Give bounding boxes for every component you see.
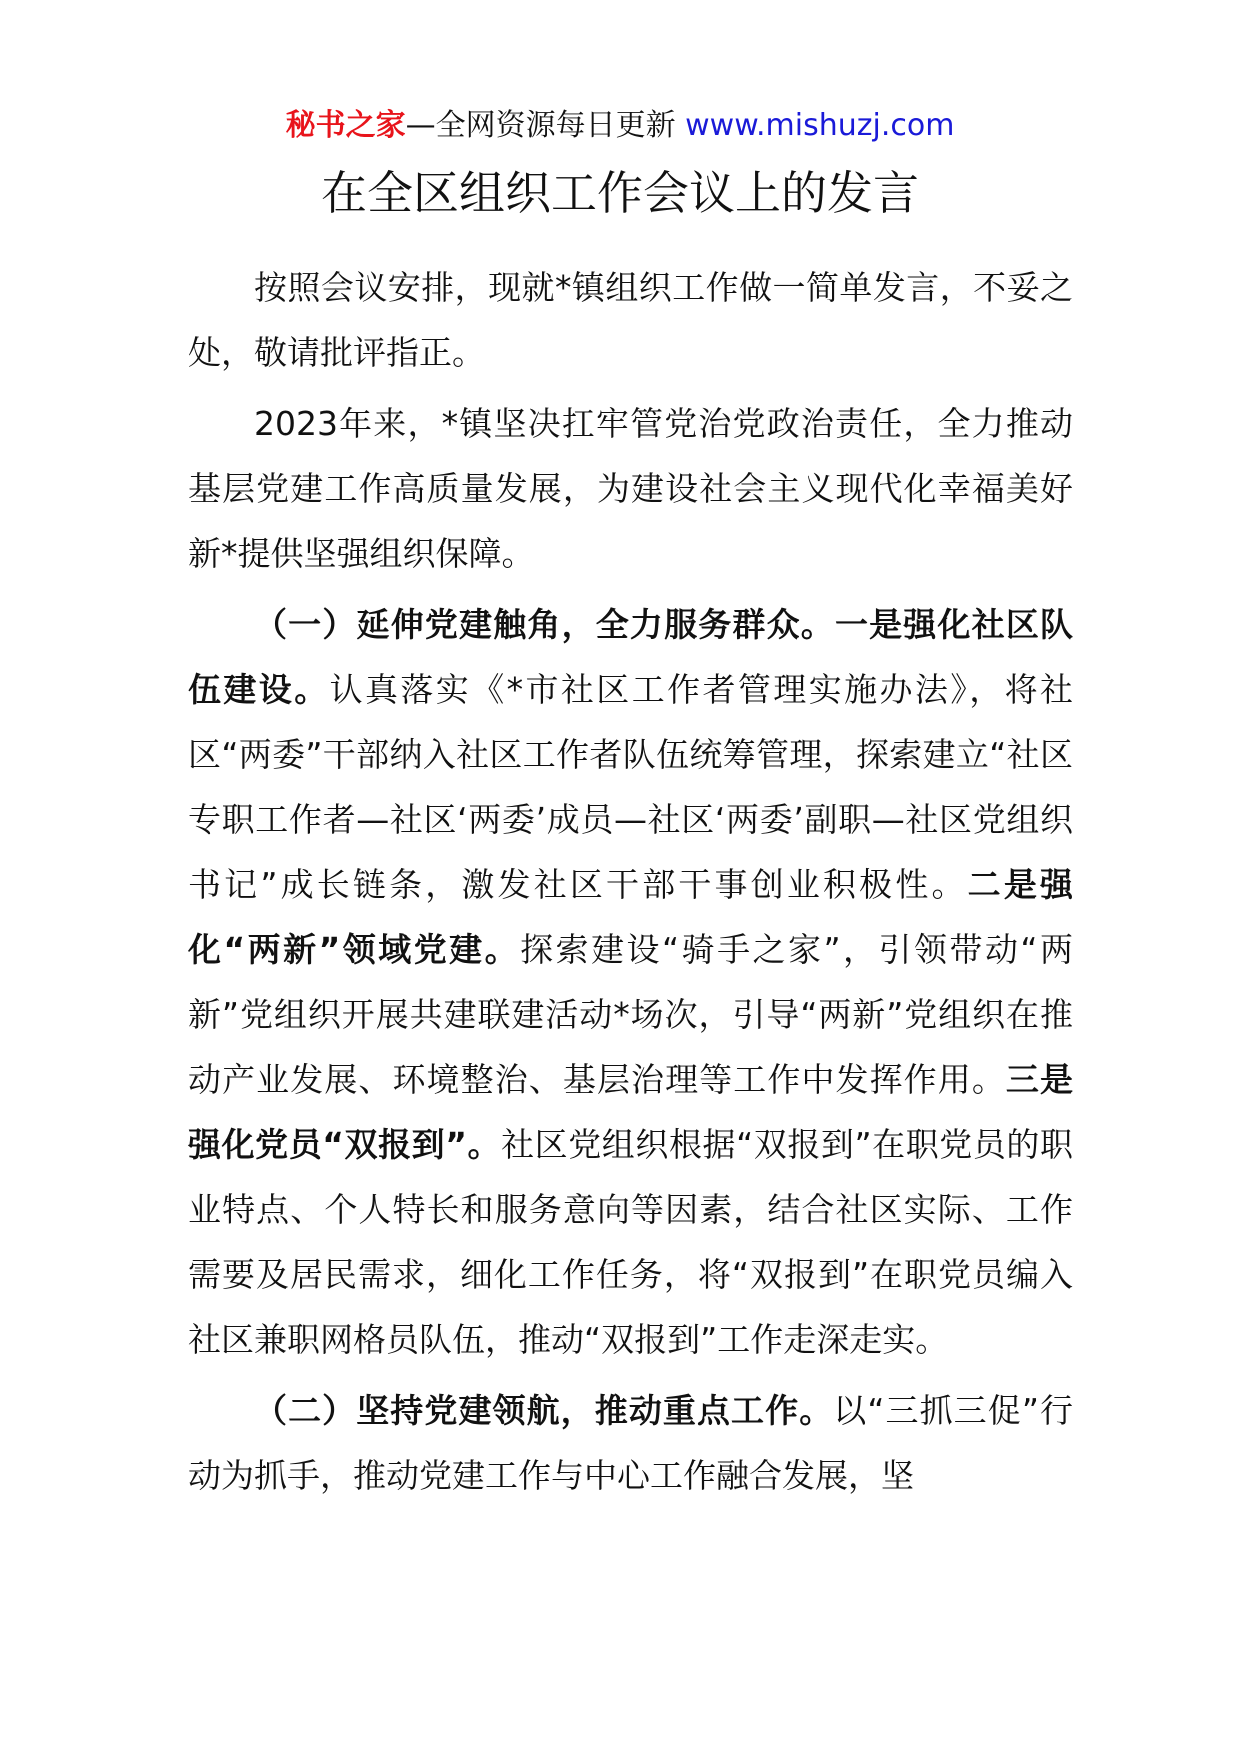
document-title: 在全区组织工作会议上的发言 [321,166,919,220]
paragraph-intro: 按照会议安排，现就*镇组织工作做一简单发言，不妥之处，敬请批评指正。 [188,268,1073,372]
site-brand: 秘书之家 [285,108,406,143]
section-one-text-1: 认真落实《*市社区工作者管理实施办法》，将社区“两委”干部纳入社区工作者队伍统筹管理，探索建立“社区专职工作者—社区‘两委’成员—社区‘两委’副职—社区党组织书记”成长链条，激发社区干部干事创业积极性。 [188,670,1074,904]
section-one-point-2: 二是强化“两新”领域党建。 [188,865,1073,969]
section-two-heading: （二）坚持党建领航，推动重点工作。 [254,1391,834,1430]
section-one-heading: （一）延伸党建触角，全力服务群众。一是强化社区队伍建设。 [188,605,1073,709]
section-one-text-2: 探索建设“骑手之家”，引领带动“两新”党组织开展共建联建活动*场次，引导“两新”党组织在推动产业发展、环境整治、基层治理等工作中发挥作用。 [188,930,1073,1099]
section-one-point-3: 三是强化党员“双报到”。 [188,1060,1074,1164]
paragraph-section-one [188,592,1073,1372]
section-two-text-1: 以“三抓三促”行动为抓手，推动党建工作与中心工作融合发展，坚 [188,1391,1073,1495]
site-tagline: —全网资源每日更新 [405,108,686,143]
paragraph-overview: 2023年来，*镇坚决扛牢管党治党政治责任，全力推动基层党建工作高质量发展，为建设社会主义现代化幸福美好新*提供坚强组织保障。 [188,404,1073,573]
section-one-text-3: 社区党组织根据“双报到”在职党员的职业特点、个人特长和服务意向等因素，结合社区实际、工作需要及居民需求，细化工作任务，将“双报到”在职党员编入社区兼职网格员队伍，推动“双报到”工作走深走实。 [188,1125,1073,1359]
site-header [0,104,1240,148]
paragraph-section-two [188,1378,1073,1508]
document-body [188,255,1073,1508]
site-url-link[interactable]: www.mishuzj.com [685,108,955,143]
